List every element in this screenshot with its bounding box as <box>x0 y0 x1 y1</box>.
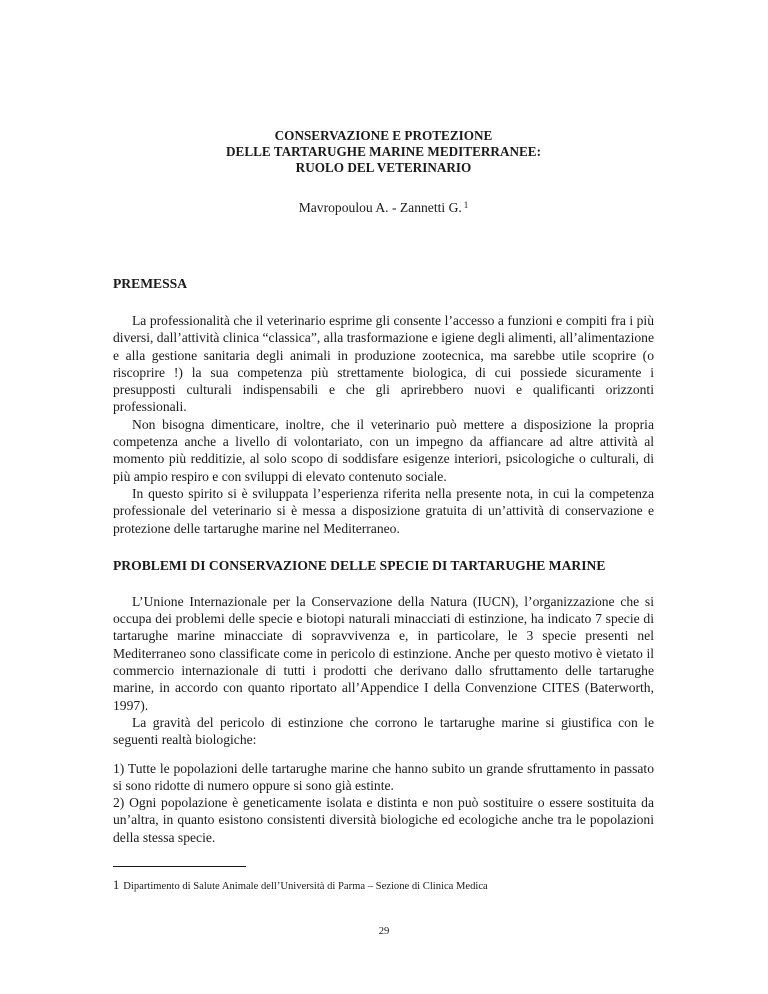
list-item: 1) Tutte le popolazioni delle tartarughe marine che hanno subito un grande sfruttamento in passato si sono ridotte di numero oppure si sono già estinte. <box>113 760 654 793</box>
footnote-text: Dipartimento di Salute Animale dell’Università di Parma – Sezione di Clinica Medica <box>123 881 488 892</box>
section-heading-premessa: PREMESSA <box>113 276 188 291</box>
title-line-2: DELLE TARTARUGHE MARINE MEDITERRANEE: <box>226 144 541 159</box>
paragraph: Non bisogna dimenticare, inoltre, che il veterinario può mettere a disposizione la propria competenza anche a livello di volontariato, con un impegno da affiancare ad altre attività al momento più redditizie, al solo scopo di soddisfare esigenze interiori, psicologiche o culturali, di più ampio respiro e con sviluppi di elevato contenuto sociale. <box>113 416 654 484</box>
footnote-divider <box>113 866 246 867</box>
paragraph: La professionalità che il veterinario esprime gli consente l’accesso a funzioni e compiti fra i più diversi, dall’attività clinica “classica”, alla trasformazione e igiene degli alimenti, all’alimentazione e alla gestione sanitaria degli animali in produzione zootecnica, ma sarebbe utile scoprire (o riscoprire !) la sua competenza più strettamente biologica, di cui possiede sicuramente i presupposti culturali indispensabili e che gli aprirebbero nuovi e qualificanti orizzonti professionali. <box>113 313 654 415</box>
footnote-marker: 1 <box>113 878 120 892</box>
author-line <box>113 197 654 216</box>
paragraph: L’Unione Internazionale per la Conservazione della Natura (IUCN), l’organizzazione che si occupa dei problemi delle specie e biotopi naturali minacciati di estinzione, ha indicato 7 specie di tartarughe marine minacciate di sopravvivenza e, in particolare, le 3 specie presenti nel Mediterraneo sono classificate come in pericolo di estinzione. Anche per questo motivo è vietato il commercio internazionale di tutti i prodotti che derivano dallo sfruttamento delle tartarughe marine, in accordo con quanto riportato all’Appendice I della Convenzione CITES (Baterworth, 1997). <box>113 593 654 713</box>
title-line-3: RUOLO DEL VETERINARIO <box>295 160 472 175</box>
page-number: 29 <box>378 926 390 937</box>
title-line-1: CONSERVAZIONE E PROTEZIONE <box>274 128 493 143</box>
paragraph: La gravità del pericolo di estinzione che corrono le tartarughe marine si giustifica con le seguenti realtà biologiche: <box>113 714 654 748</box>
author-names: Mavropoulou A. - Zannetti G. <box>298 200 462 215</box>
author-footnote-ref: 1 <box>463 200 469 210</box>
section-heading-problemi: PROBLEMI DI CONSERVAZIONE DELLE SPECIE DI TARTARUGHE MARINE <box>113 557 606 573</box>
article-body <box>113 128 654 846</box>
list-item: 2) Ogni popolazione è geneticamente isolata e distinta e non può sostituire o essere sostituita da un’altra, in quanto esistono consistenti diversità biologiche ed ecologiche anche tra le popolazioni della stessa specie. <box>113 795 654 845</box>
article-title <box>113 128 654 176</box>
paragraph: In questo spirito si è sviluppata l’esperienza riferita nella presente nota, in cui la competenza professionale del veterinario si è messa a disposizione gratuita di un’attività di conservazione e protezione delle tartarughe marine nel Mediterraneo. <box>113 485 654 536</box>
footnote <box>113 878 654 894</box>
